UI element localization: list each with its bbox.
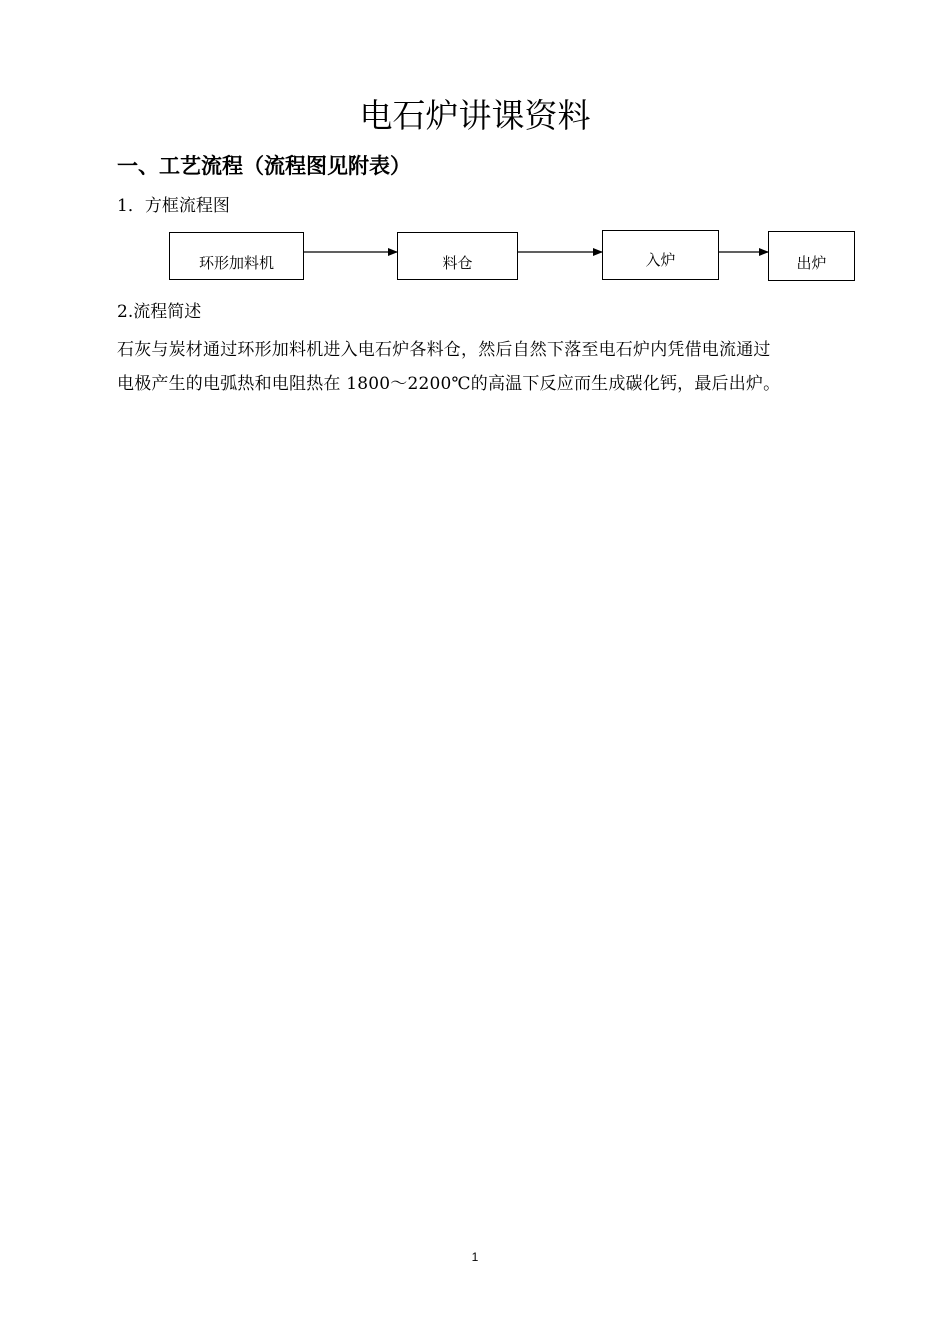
flow-step-label: 料仓 (442, 253, 473, 272)
flow-step-tapping (768, 231, 855, 281)
page-number: 1 (471, 1250, 479, 1264)
flow-step-charge-furnace (602, 230, 719, 280)
flow-step-label: 出炉 (796, 253, 827, 272)
flow-step-bin (397, 232, 518, 280)
flow-step-label: 环形加料机 (198, 253, 274, 272)
subsection-heading-description: 2.流程简述 (117, 302, 202, 322)
page-title: 电石炉讲课资料 (359, 96, 591, 135)
subsection-heading-flowchart: 1．方框流程图 (117, 196, 230, 216)
flow-step-label: 入炉 (645, 250, 676, 269)
paragraph-line: 电极产生的电弧热和电阻热在 1800～2200℃的高温下反应而生成碳化钙，最后出炉。 (117, 374, 781, 394)
paragraph-line: 石灰与炭材通过环形加料机进入电石炉各料仓，然后自然下落至电石炉内凭借电流通过 (117, 340, 771, 360)
process-flowchart (160, 224, 870, 290)
flow-step-feeder (169, 232, 304, 280)
process-description (117, 333, 847, 401)
section-heading: 一、工艺流程（流程图见附表） (117, 154, 411, 178)
